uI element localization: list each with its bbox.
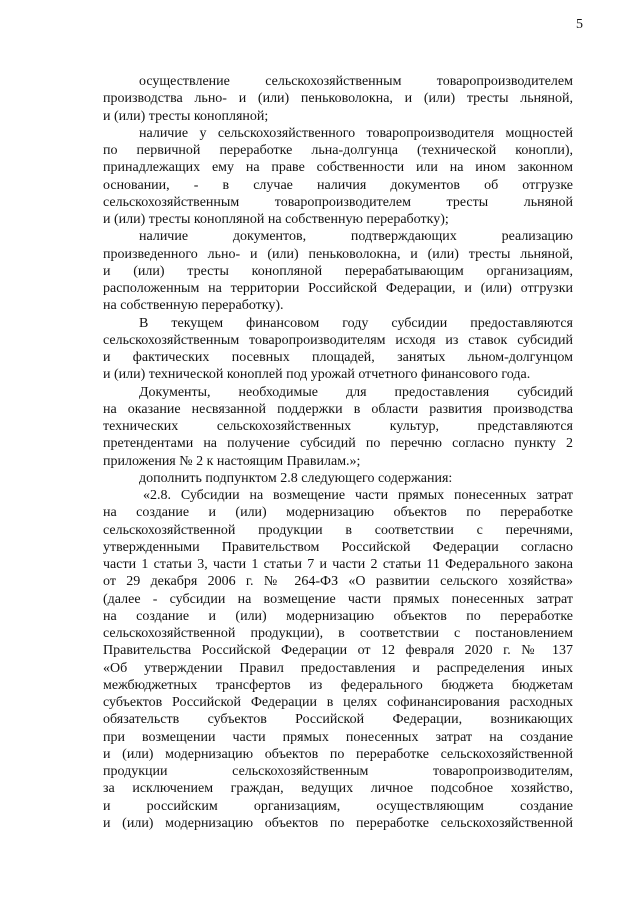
- body-text: [103, 73, 573, 832]
- text-line: сельскохозяйственным товаропроизводителям исходя из ставок субсидий: [103, 332, 573, 348]
- text-line: и (или) модернизацию объектов по переработке сельскохозяйственной: [103, 815, 573, 831]
- page-number: 5: [576, 17, 583, 32]
- text-line: В текущем финансовом году субсидии предоставляются: [139, 315, 573, 331]
- text-line: на собственную переработку).: [103, 298, 284, 314]
- text-line: и (или) тресты конопляной перерабатывающим организациям,: [103, 263, 573, 279]
- text-line: продукции сельскохозяйственным товаропроизводителям,: [103, 764, 573, 779]
- text-line: дополнить подпунктом 2.8 следующего содержания:: [139, 470, 453, 486]
- text-line: и (или) технической коноплей под урожай отчетного финансового года.: [103, 367, 531, 383]
- text-line: субъектов Российской Федерации в целях софинансирования расходных: [103, 695, 573, 710]
- text-line: (далее - субсидии на возмещение части прямых понесенных затрат: [103, 591, 573, 607]
- text-line: производства льно- и (или) пеньковолокна, и (или) тресты льняной,: [103, 91, 573, 107]
- text-line: за исключением граждан, ведущих личное подсобное хозяйство,: [103, 781, 573, 797]
- text-line: обязательств субъектов Российской Федерации, возникающих: [103, 712, 573, 728]
- text-line: основании, - в случае наличия документов об отгрузке: [103, 177, 573, 193]
- text-line: сельскохозяйственным товаропроизводителем тресты льняной: [103, 194, 573, 210]
- text-line: Документы, необходимые для предоставления субсидий: [139, 384, 573, 400]
- text-line: и (или) тресты конопляной на собственную переработку);: [103, 212, 449, 227]
- text-line: на создание и (или) модернизацию объектов по переработке: [103, 608, 573, 624]
- text-line: приложения № 2 к настоящим Правилам.»;: [103, 453, 361, 469]
- text-line: от 29 декабря 2006 г. № 264-ФЗ «О развитии сельского хозяйства»: [103, 574, 573, 590]
- text-line: сельскохозяйственной продукции), в соответствии с постановлением: [103, 626, 573, 641]
- text-line: на оказание несвязанной поддержки в области развития производства: [103, 401, 573, 417]
- text-line: наличие документов, подтверждающих реализацию: [139, 229, 573, 245]
- text-line: и (или) модернизацию объектов по переработке сельскохозяйственной: [103, 746, 573, 762]
- text-line: и российским организациям, осуществляющим создание: [103, 798, 573, 814]
- text-line: по первичной переработке льна-долгунца (технической конопли),: [103, 143, 573, 158]
- text-line: сельскохозяйственной продукции в соответствии с перечнями,: [103, 522, 573, 538]
- text-line: части 1 статьи 3, части 1 статьи 7 и части 2 статьи 11 Федерального закона: [103, 557, 573, 572]
- text-line: и фактических посевных площадей, занятых льном-долгунцом: [103, 350, 573, 365]
- text-line: межбюджетных трансфертов из федерального бюджета бюджетам: [103, 677, 573, 693]
- text-line: «Об утверждении Правил предоставления и распределения иных: [103, 660, 573, 676]
- text-line: произведенного льно- и (или) пеньковолокна, и (или) тресты льняной,: [103, 246, 573, 262]
- text-line: «2.8. Субсидии на возмещение части прямых понесенных затрат: [143, 488, 573, 503]
- text-line: и (или) тресты конопляной;: [103, 108, 269, 124]
- text-line: на создание и (или) модернизацию объектов по переработке: [103, 505, 573, 521]
- text-line: принадлежащих ему на праве собственности или на ином законном: [103, 160, 573, 176]
- text-line: утвержденными Правительством Российской Федерации согласно: [103, 539, 573, 555]
- text-line: Правительства Российской Федерации от 12 февраля 2020 г. № 137: [103, 643, 573, 659]
- text-line: при возмещении части прямых понесенных затрат на создание: [103, 729, 573, 745]
- text-line: наличие у сельскохозяйственного товаропроизводителя мощностей: [139, 125, 573, 141]
- text-line: осуществление сельскохозяйственным товаропроизводителем: [139, 74, 573, 89]
- text-line: технических сельскохозяйственных культур, представляются: [103, 419, 573, 434]
- text-line: претендентами на получение субсидий по перечню согласно пункту 2: [103, 436, 573, 452]
- text-line: расположенным на территории Российской Федерации, и (или) отгрузки: [103, 281, 573, 296]
